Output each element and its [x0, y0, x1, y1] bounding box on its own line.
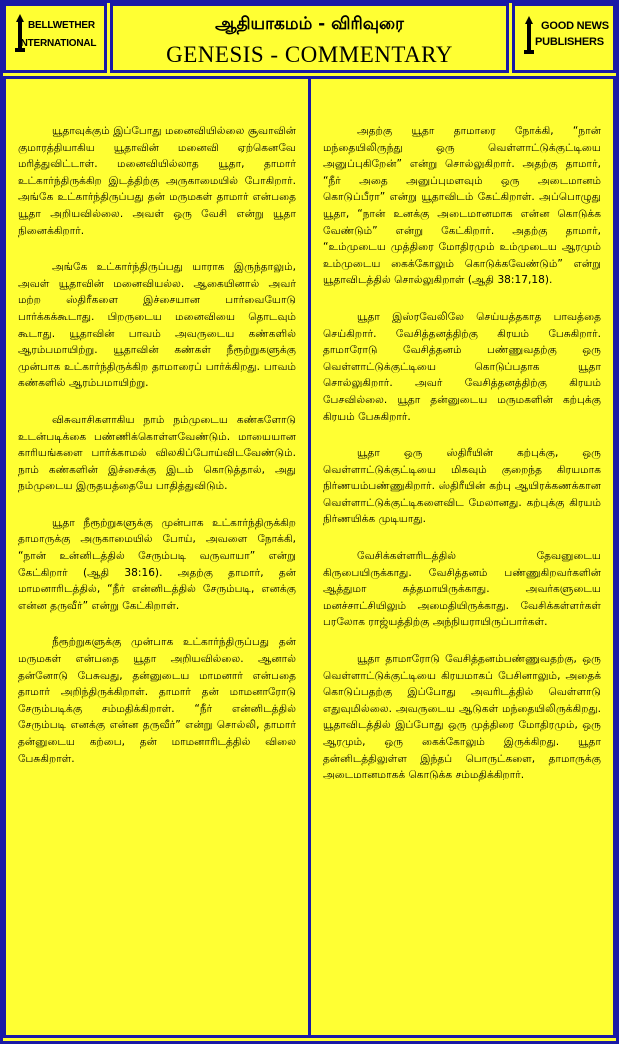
left-paragraph-1: யூதாவுக்கும் இப்போது மனைவியில்லை சூவாவின் குமாரத்தியாகிய யூதாவின் மனைவி ஏற்கெனவே மரித்துவிட்டாள். மனைவியில்லாத யூதா, தாமார் உட்கார்ந்திருக்கிற இடத்திற்கு அருகாமையில் போகிறார். அங்கே உட்கார்ந்திருப்பது தன் மருமகள் தாமார் என்பதை யூதா அறியவில்லை. அவள் ஒரு வேசி என்று யூதா நினைக்கிறார்.	[18, 125, 296, 237]
right-paragraph-5: யூதா தாமாரோடு வேசித்தனம்பண்ணுவதற்கு, ஒரு வெள்ளாட்டுக்குட்டியை கிரயமாகப் பேசினாலும், அதைக் கொடுப்பதற்கு இப்போது அவரிடத்தில் வெள்ளாடு எதுவுமில்லை. அவருடைய ஆடுகள் மந்தையிலிருக்கிறது. யூதாவிடத்தில் இப்போது ஒரு முத்திரை மோதிரமும், ஒரு ஆரமும், ஒரு கைக்கோலும் இருக்கிறது. யூதா தன்னிடத்திலுள்ள இந்தப் பொருட்களை, தாமாருக்கு அடைமானமாகக் கொடுக்க சம்மதிக்கிறார்.	[323, 653, 601, 782]
right-paragraph-4: வேசிக்கள்ளரிடத்தில் தேவனுடைய கிருபையிருக்காது. வேசித்தனம் பண்ணுகிறவர்களின் ஆத்துமா சுத்தமாயிருக்காது. அவர்களுடைய மனச்சாட்சியிலும் அமைதியிருக்காது. வேசிக்கள்ளர்கள் பரலோக ராஜ்யத்திற்கு அந்நியராயிருப்பார்கள்.	[323, 550, 601, 629]
right-paragraph-2: யூதா இஸ்ரவேலிலே செய்யத்தகாத பாவத்தை செய்கிறார். வேசித்தனத்திற்கு கிரயம் பேசுகிறார். தாமாரோடு வேசித்தனம் பண்ணுவதற்கு ஒரு வெள்ளாட்டுக்குட்டியை கொடுப்பதாக யூதா சொல்லுகிறார். அவர் வேசித்தனத்திற்கு கிரயம் பேசவில்லை. யூதா தன்னுடைய மருமகளின் கற்புக்கு கிரயம் பேசுகிறார்.	[323, 310, 601, 423]
right-paragraph-1: அதற்கு யூதா தாமாரை நோக்கி, “நான் மந்தையிலிருந்து ஒரு வெள்ளாட்டுக்குட்டியை அனுப்புகிறேன்” என்று சொல்லுகிறார். அதற்கு தாமார், “நீர் அதை அனுப்புமளவும் ஒரு அடைமானம் கொடுப்பீரா” என்று யூதாவிடம் கேட்கிறாள். அப்பொழுது யூதா, “நான் உனக்கு அடைமானமாக என்ன கொடுக்க வேண்டும்” என்று கேட்கிறார். அதற்கு தாமார், “உம்முடைய முத்திரை மோதிரமும் உம்முடைய ஆரமும் உம்முடைய கைக்கோலும் கொடுக்கவேண்டும்” என்று யூதாவிடத்தில் சொல்லுகிறாள் (ஆதி 38:17,18).	[323, 125, 601, 287]
left-paragraph-3: விசுவாசிகளாகிய நாம் நம்முடைய கண்களோடு உடன்படிக்கை பண்ணிக்கொள்ளவேண்டும். மாயையான காரியங்களை பார்க்காமல் விலகிப்போய்விடவேண்டும். நாம் கண்களின் இச்சைக்கு இடம் கொடுத்தால், அது நம்முடைய இருதயத்தையே பாதித்துவிடும்.	[18, 413, 296, 493]
left-column	[3, 76, 311, 1038]
left-paragraph-4: யூதா நீரூற்றுகளுக்கு முன்பாக உட்கார்ந்திருக்கிற தாமாருக்கு அருகாமையில் போய், அவளை நோக்கி, “நான் உன்னிடத்தில் சேரும்படி வருவாயா” என்று கேட்கிறார் (ஆதி 38:16). அதற்கு தாமார், தன் மாமனாரிடத்தில், “நீர் என்னிடத்தில் சேரும்படி, எனக்கு என்ன தருவீர்” என்று கேட்கிறாள்.	[18, 516, 296, 612]
page-title-tamil: ஆதியாகமம் - விரிவுரை	[215, 14, 404, 34]
left-paragraph-2: அங்கே உட்கார்ந்திருப்பது யாராக இருந்தாலும், அவள் யூதாவின் மனைவியல்ல. ஆகையினால் அவர் மற்ற ஸ்திரீகளை இச்சையான பார்வையோடு பார்க்கக்கூடாது. பிறருடைய மனைவியை தொடவும் கூடாது. யூதாவின் பாவம் அவருடைய கண்களில் ஆரம்பமாயிற்று. யூதாவின் கண்கள் நீரூற்றுகளுக்கு முன்பாக உட்கார்ந்திருக்கிற தாமாரைப் பார்க்கிறது. பாவம் கண்களில் ஆரம்பமாயிற்று.	[18, 261, 296, 390]
right-logo-line1: GOOD NEWS	[541, 20, 609, 32]
left-logo-box	[3, 3, 107, 73]
page-title-english: GENESIS - COMMENTARY	[166, 42, 453, 67]
right-column	[308, 76, 616, 1038]
header-title-box	[110, 3, 509, 73]
right-logo-line2: PUBLISHERS	[535, 36, 604, 48]
right-paragraph-3: யூதா ஒரு ஸ்திரீயின் கற்புக்கு, ஒரு வெள்ளாட்டுக்குட்டியை மிகவும் குறைந்த கிரயமாக நிர்ணயம்பண்ணுகிறார். ஸ்திரீயின் கற்பு ஆயிரக்கணக்கான வெள்ளாட்டுக்குட்டிகளைவிட மேலானது. கற்புக்கு கிரயம் நிர்ணயிக்க முடியாது.	[323, 447, 601, 526]
left-paragraph-5: நீரூற்றுகளுக்கு முன்பாக உட்கார்ந்திருப்பது தன் மருமகள் என்பதை யூதா அறியவில்லை. ஆனால் தன்னோடு பேசுவது, தன்னுடைய மாமனார் என்பதை தாமார் அறிந்திருக்கிறாள். தாமார் தன் மாமனாரோடு சேரும்படிக்கு சம்மதிக்கிறாள். “நீர் என்னிடத்தில் சேரும்படி எனக்கு என்ன தருவீர்” என்று சொல்லி, தாமார் தன்னுடைய கற்பை, தன் மாமனாரிடத்தில் விலை பேசுகிறாள்.	[18, 636, 296, 765]
left-logo-line1: BELLWETHER	[28, 20, 95, 31]
right-logo-box	[512, 3, 616, 73]
left-logo-line2: INTERNATIONAL	[18, 38, 97, 49]
